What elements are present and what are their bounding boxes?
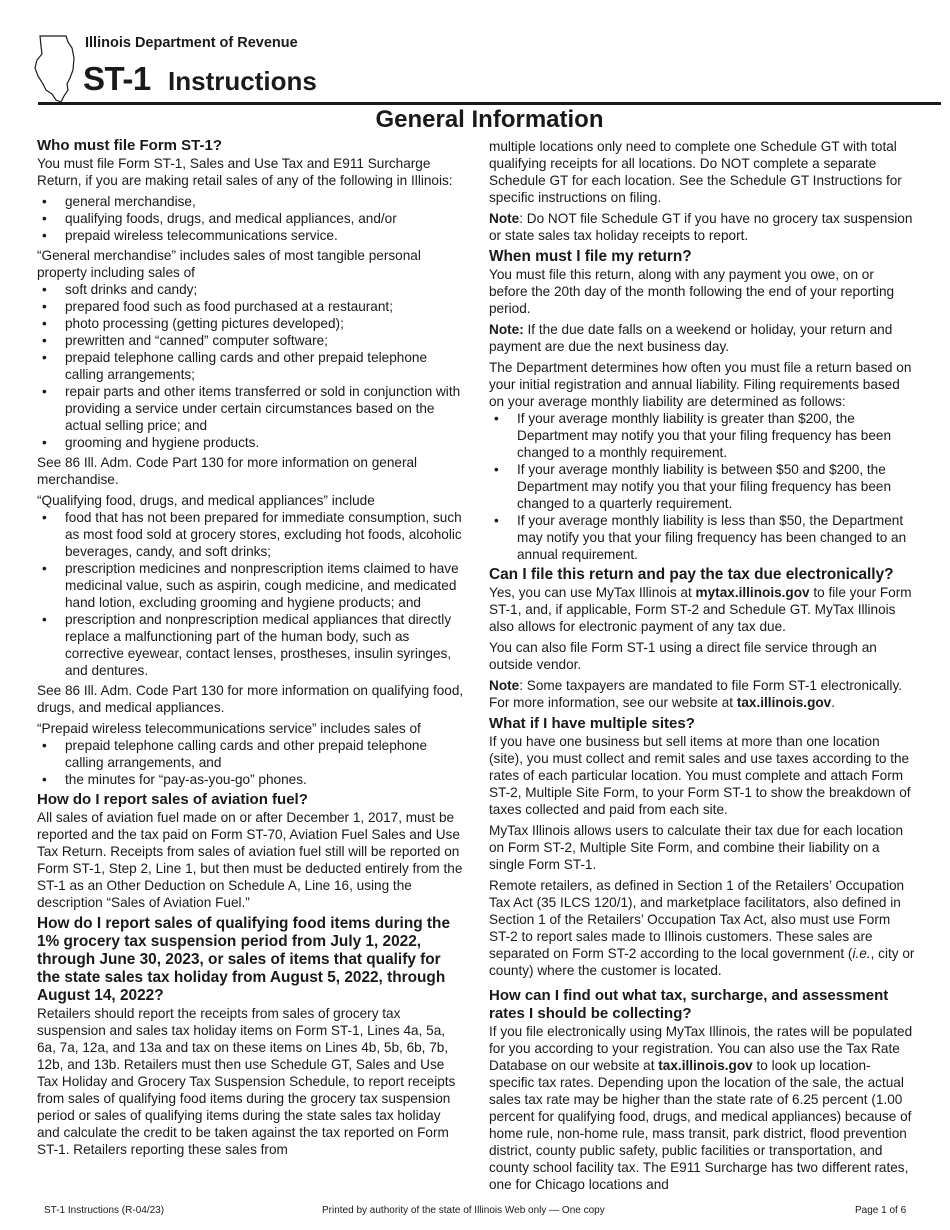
paragraph: “General merchandise” includes sales of most tangible personal property including sales of	[37, 248, 421, 280]
note-label: Note:	[489, 322, 524, 337]
paragraph: “Qualifying food, drugs, and medical appliances” include	[37, 493, 375, 508]
list-item: • soft drinks and candy;	[37, 281, 465, 298]
header-rule	[38, 102, 941, 105]
tax-website-link[interactable]: tax.illinois.gov	[658, 1058, 753, 1073]
mytax-link[interactable]: mytax.illinois.gov	[695, 585, 810, 600]
text: to file your Form ST-1, and, if applicable, Form ST-2 and Schedule GT. MyTax Illinois also allows for electronic payment of any tax due.	[489, 585, 912, 634]
note-text: : Some taxpayers are mandated to file Form ST-1 electronically. For more information, see our website at	[489, 678, 903, 710]
footer-form-revision: ST-1 Instructions (R-04/23)	[44, 1205, 165, 1216]
list-item: • qualifying foods, drugs, and medical appliances, and/or	[37, 210, 465, 227]
note	[489, 677, 915, 711]
illinois-state-outline-icon	[34, 34, 78, 104]
left-column	[37, 137, 465, 1162]
bullet-list	[489, 410, 915, 563]
right-column	[489, 138, 915, 1197]
list-item: • prepaid telephone calling cards and other prepaid telephone calling arrangements;	[37, 349, 465, 383]
text: If you file electronically using MyTax Illinois, the rates will be populated for you according to your registration. You can also use the Tax Rate Database on our website at	[489, 1024, 913, 1073]
text: .	[831, 695, 836, 710]
footer-print-notice: Printed by authority of the state of Illinois Web only — One copy	[322, 1205, 605, 1216]
paragraph: You must file Form ST-1, Sales and Use Tax and E911 Surcharge Return, if you are making retail sales of any of the following in Illinois:	[37, 156, 453, 188]
text: , city or county) where the customer is located.	[489, 946, 915, 978]
heading-electronic-filing: Can I file this return and pay the tax due electronically?	[489, 566, 894, 583]
paragraph	[489, 584, 915, 635]
paragraph: If you have one business but sell items at more than one location (site), you must collect and remit sales and use taxes according to the rates of each particular location. You must complete and attach Form ST-2, Multiple Site Form, to your Form ST-1 to show the breakdown of taxes collected and paid from each site.	[489, 734, 911, 817]
tax-website-link[interactable]: tax.illinois.gov	[736, 695, 832, 710]
note-label: Note	[489, 678, 520, 693]
bullet-list	[37, 281, 465, 451]
paragraph: multiple locations only need to complete one Schedule GT with total qualifying receipts for all locations. Do NOT complete a separate Schedule GT for each location. See the Schedule GT Instructions for specific instructions on filing.	[489, 139, 902, 205]
paragraph: “Prepaid wireless telecommunications service” includes sales of	[37, 721, 421, 736]
heading-grocery-tax: How do I report sales of qualifying food items during the 1% grocery tax suspension period from July 1, 2022, through June 30, 2023, or sales of items that qualify for the state sales tax holiday from August 5, 2022, through August 14, 2022?	[37, 915, 450, 1004]
paragraph: See 86 Ill. Adm. Code Part 130 for more information on general merchandise.	[37, 455, 418, 487]
paragraph: MyTax Illinois allows users to calculate their tax due for each location on Form ST-2, Multiple Site Form, and combine their liability on a single Form ST-1.	[489, 823, 904, 872]
list-item: • grooming and hygiene products.	[37, 434, 465, 451]
form-number: ST-1	[83, 60, 151, 97]
list-item: • photo processing (getting pictures developed);	[37, 315, 465, 332]
list-item: • If your average monthly liability is between $50 and $200, the Department may notify you that your filing frequency has been changed to a quarterly requirement.	[489, 461, 915, 512]
list-item: • prepared food such as food purchased at a restaurant;	[37, 298, 465, 315]
list-item: • prescription and nonprescription medical appliances that directly replace a malfunctioning part of the human body, such as corrective eyewear, contact lenses, prostheses, insulin syringes, and dentures.	[37, 611, 465, 679]
note-text: : Do NOT file Schedule GT if you have no grocery tax suspension or state sales tax holiday receipts to report.	[489, 211, 913, 243]
list-item: • the minutes for “pay-as-you-go” phones.	[37, 771, 465, 788]
paragraph: See 86 Ill. Adm. Code Part 130 for more information on qualifying food, drugs, and medical appliances.	[37, 683, 464, 715]
list-item: • prescription medicines and nonprescription items claimed to have medicinal value, such as aspirin, cough medicine, and medicated hand lotion, excluding grooming and hygiene products; and	[37, 560, 465, 611]
heading-rates: How can I find out what tax, surcharge, and assessment rates I should be collecting?	[489, 987, 889, 1022]
list-item: • prepaid wireless telecommunications service.	[37, 227, 465, 244]
list-item: • repair parts and other items transferred or sold in conjunction with providing a service under certain circumstances based on the actual selling price; and	[37, 383, 465, 434]
paragraph: The Department determines how often you must file a return based on your initial registration and annual liability. Filing requirements based on your average monthly liability are determined as follows:	[489, 360, 912, 409]
heading-multiple-sites: What if I have multiple sites?	[489, 715, 695, 732]
bullet-list	[37, 193, 465, 244]
heading-who-must-file: Who must file Form ST-1?	[37, 137, 223, 154]
list-item: • prepaid telephone calling cards and other prepaid telephone calling arrangements, and	[37, 737, 465, 771]
form-header	[34, 30, 942, 104]
footer-page-number: Page 1 of 6	[855, 1205, 907, 1216]
list-item: • prewritten and “canned” computer software;	[37, 332, 465, 349]
note	[489, 321, 915, 355]
text: Yes, you can use MyTax Illinois at	[489, 585, 696, 600]
text: i.e.	[852, 946, 871, 961]
bullet-list	[37, 509, 465, 679]
paragraph: You can also file Form ST-1 using a direct file service through an outside vendor.	[489, 640, 877, 672]
paragraph	[489, 877, 915, 979]
note-label: Note	[489, 211, 520, 226]
text: to look up location-specific tax rates. Depending upon the location of the sale, the actual sales tax rate may be higher than the state rate of 6.25 percent (1.00 percent for qualifying food, drugs, and medical appliances) because of home rule, non-home rule, mass transit, park district, flood prevention district, county public safety, public facilities or transportation, and county school facility tax. The E911 Surcharge has two different rates, one for Chicago locations and	[489, 1058, 912, 1192]
paragraph: Retailers should report the receipts from sales of grocery tax suspension and sales tax holiday items on Form ST-1, Lines 4a, 5a, 6a, 7a, 12a, and 13a and tax on these items on Lines 4b, 5b, 6b, 7b, 12b, and 13b. Retailers must then use Schedule GT, Sales and Use Tax Holiday and Grocery Tax Suspension Schedule, to report receipts from sales of qualifying food items during the grocery tax suspension period or sales of qualifying items during the state sales tax holiday and calculate the credit to be taken against the tax reported on Form ST-1. Retailers reporting these sales from	[37, 1006, 456, 1157]
paragraph	[489, 1023, 915, 1193]
paragraph: All sales of aviation fuel made on or after December 1, 2017, must be reported and the tax paid on Form ST-70, Aviation Fuel Sales and Use Tax Return. Receipts from sales of aviation fuel still will be reported on Form ST-1, Step 2, Line 1, but then must be deducted entirely from the ST-1 as an Other Deduction on Schedule A, Line 16, using the description “Sales of Aviation Fuel.”	[37, 810, 463, 910]
heading-when-file: When must I file my return?	[489, 248, 692, 265]
note-text: If the due date falls on a weekend or holiday, your return and payment are due the next business day.	[489, 322, 893, 354]
section-title: General Information	[375, 106, 604, 133]
list-item: • food that has not been prepared for immediate consumption, such as most food sold at grocery stores, excluding hot foods, alcoholic beverages, candy, and soft drinks;	[37, 509, 465, 560]
bullet-list	[37, 737, 465, 788]
form-title: Instructions	[168, 66, 317, 96]
paragraph: You must file this return, along with any payment you owe, on or before the 20th day of the month following the end of your reporting period.	[489, 267, 895, 316]
note	[489, 210, 915, 244]
list-item: • If your average monthly liability is greater than $200, the Department may notify you that your filing frequency has been changed to a monthly requirement.	[489, 410, 915, 461]
heading-aviation-fuel: How do I report sales of aviation fuel?	[37, 791, 308, 808]
list-item: • If your average monthly liability is less than $50, the Department may notify you that your filing frequency has been changed to an annual requirement.	[489, 512, 915, 563]
list-item: • general merchandise,	[37, 193, 465, 210]
agency-name: Illinois Department of Revenue	[85, 35, 298, 51]
text: Remote retailers, as defined in Section 1 of the Retailers’ Occupation Tax Act (35 ILCS 120/1), and marketplace facilitators, also defined in Section 1 of the Retailers’ Occupation Tax Act, also must use Form ST-2 to report sales made to Illinois customers. These sales are separated on Form ST-2 according to the local government (	[489, 878, 905, 961]
